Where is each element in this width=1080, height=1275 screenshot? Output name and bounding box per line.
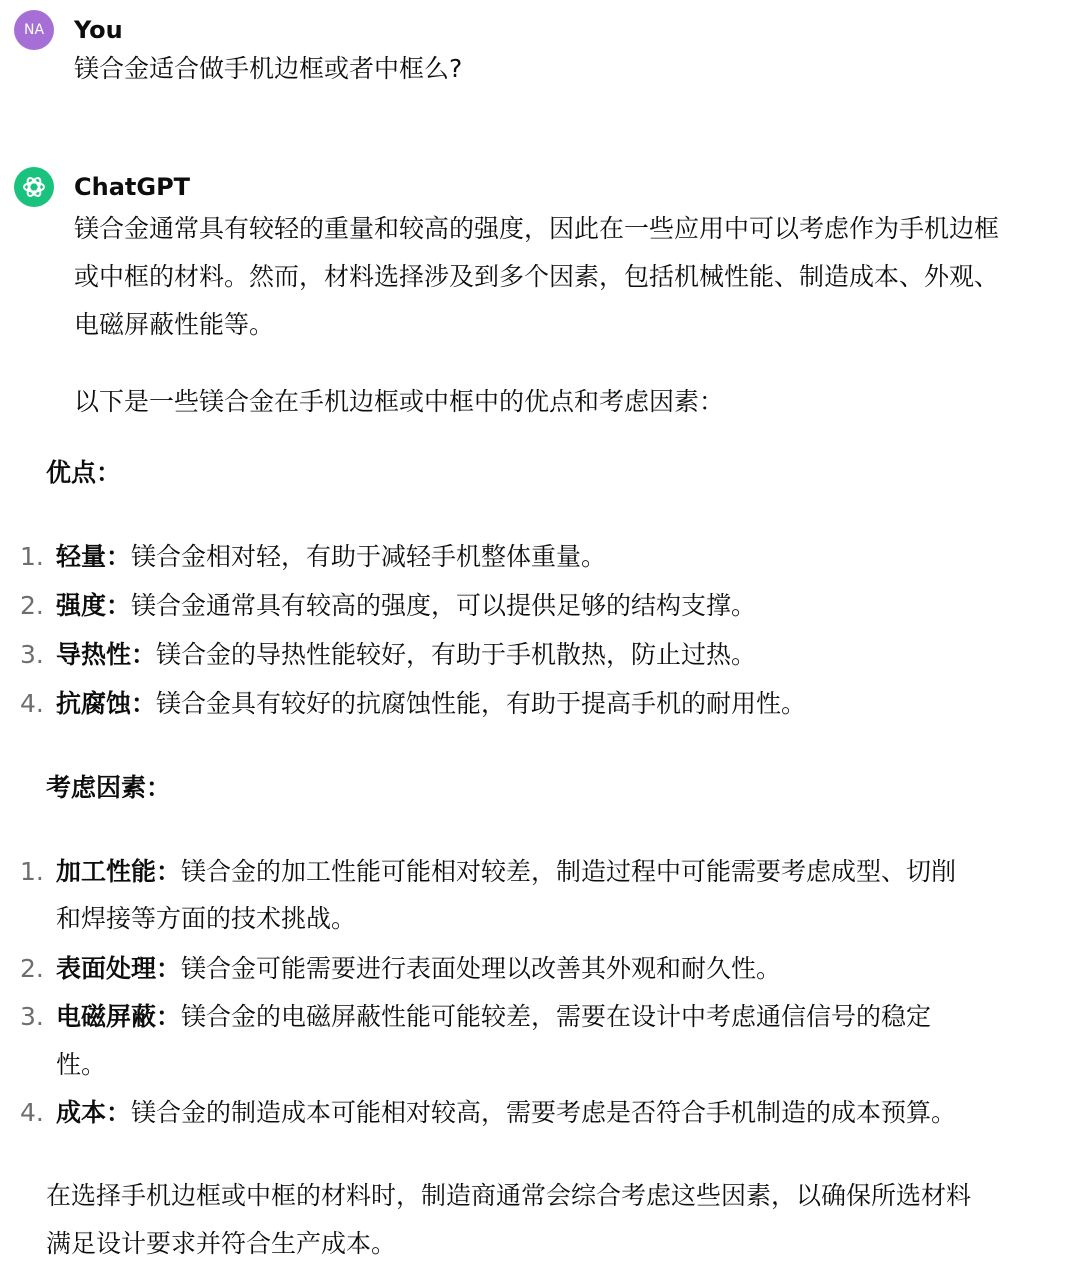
list-number: 4. (20, 1098, 44, 1127)
consideration-item (20, 1097, 956, 1129)
consideration-item (20, 856, 956, 888)
list-term: 表面处理： (56, 954, 182, 983)
assistant-author-name: ChatGPT (74, 173, 191, 201)
intro-line: 镁合金通常具有较轻的重量和较高的强度，因此在一些应用中可以考虑作为手机边框 (74, 214, 1000, 243)
list-term: 成本： (56, 1098, 132, 1127)
list-text-continuation: 性。 (56, 1050, 107, 1079)
list-text: 镁合金的加工性能可能相对较差，制造过程中可能需要考虑成型、切削 (181, 857, 957, 886)
lead-in-text: 以下是一些镁合金在手机边框或中框中的优点和考虑因素： (74, 387, 725, 416)
list-text-continuation: 和焊接等方面的技术挑战。 (56, 904, 357, 933)
intro-line: 电磁屏蔽性能等。 (74, 310, 275, 339)
consideration-item (20, 953, 781, 985)
user-avatar-initials: NA (23, 22, 45, 38)
list-text: 镁合金通常具有较高的强度，可以提供足够的结构支撑。 (131, 591, 757, 620)
list-term: 导热性： (56, 640, 157, 669)
consideration-item (20, 1001, 931, 1033)
user-avatar (14, 10, 54, 50)
list-term: 加工性能： (56, 857, 182, 886)
advantage-item (20, 688, 806, 720)
list-number: 3. (20, 640, 44, 669)
list-text: 镁合金相对轻，有助于减轻手机整体重量。 (131, 542, 607, 571)
list-term: 电磁屏蔽： (56, 1002, 182, 1031)
advantages-heading: 优点： (46, 458, 122, 487)
list-text: 镁合金可能需要进行表面处理以改善其外观和耐久性。 (181, 954, 782, 983)
advantage-item (20, 541, 606, 573)
advantage-item (20, 590, 756, 622)
list-term: 轻量： (56, 542, 132, 571)
list-number: 4. (20, 689, 44, 718)
list-text: 镁合金具有较好的抗腐蚀性能，有助于提高手机的耐用性。 (156, 689, 807, 718)
list-text: 镁合金的导热性能较好，有助于手机散热，防止过热。 (156, 640, 757, 669)
openai-logo-icon (21, 174, 47, 200)
user-message: 镁合金适合做手机边框或者中框么? (74, 54, 463, 83)
considerations-heading: 考虑因素： (46, 773, 172, 802)
user-author-name: You (74, 16, 123, 44)
list-number: 3. (20, 1002, 44, 1031)
list-text: 镁合金的电磁屏蔽性能可能较差，需要在设计中考虑通信信号的稳定 (181, 1002, 932, 1031)
list-text: 镁合金的制造成本可能相对较高，需要考虑是否符合手机制造的成本预算。 (131, 1098, 957, 1127)
assistant-avatar (14, 167, 54, 207)
conclusion-line: 在选择手机边框或中框的材料时，制造商通常会综合考虑这些因素，以确保所选材料 (46, 1181, 972, 1210)
list-number: 2. (20, 954, 44, 983)
list-number: 1. (20, 857, 44, 886)
list-term: 抗腐蚀： (56, 689, 157, 718)
advantage-item (20, 639, 756, 671)
list-term: 强度： (56, 591, 132, 620)
intro-line: 或中框的材料。然而，材料选择涉及到多个因素，包括机械性能、制造成本、外观、 (74, 262, 1000, 291)
list-number: 2. (20, 591, 44, 620)
list-number: 1. (20, 542, 44, 571)
conclusion-line: 满足设计要求并符合生产成本。 (46, 1229, 397, 1258)
